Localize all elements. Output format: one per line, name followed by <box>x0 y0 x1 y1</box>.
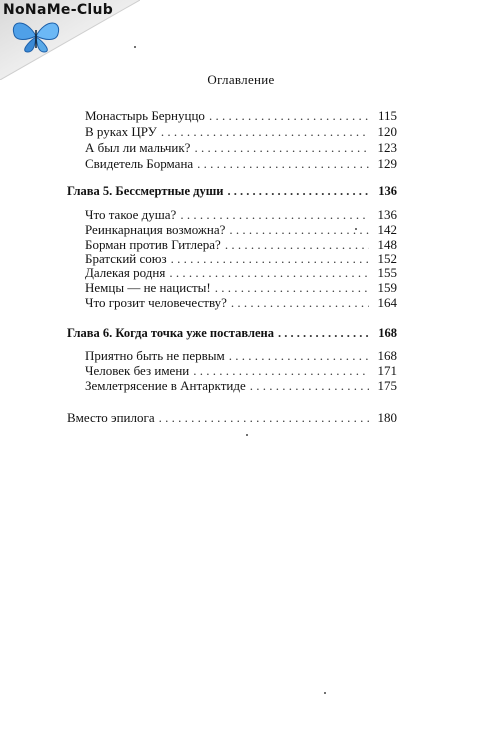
toc-entry-page: 142 <box>377 222 397 237</box>
toc-entry-page: 148 <box>377 237 397 252</box>
toc-entry-page: 164 <box>377 295 397 310</box>
toc-chapter[interactable] <box>67 326 397 341</box>
toc-entry[interactable] <box>85 295 397 310</box>
scan-speck <box>324 692 326 694</box>
butterfly-icon <box>6 16 66 56</box>
toc-entry-title: Монастырь Бернуццо <box>85 108 205 123</box>
scan-speck <box>134 46 136 48</box>
leader-dots <box>229 348 369 363</box>
toc-entry[interactable] <box>85 265 397 280</box>
toc-entry-title: Приятно быть не первым <box>85 348 225 363</box>
toc-chapter-page: 168 <box>378 326 397 340</box>
leader-dots <box>215 280 369 295</box>
leader-dots <box>229 222 369 237</box>
leader-dots <box>225 237 369 252</box>
toc-entry-page: 171 <box>377 363 397 378</box>
toc-entry-page: 129 <box>377 156 397 171</box>
toc-entry-title: Вместо эпилога <box>67 410 155 425</box>
toc-entry-page: 120 <box>377 124 397 139</box>
toc-entry[interactable] <box>85 237 397 252</box>
watermark <box>0 0 140 80</box>
toc-entry-page: 159 <box>377 280 397 295</box>
watermark-text: NoNaMe-Club <box>3 2 114 18</box>
leader-dots <box>159 410 369 425</box>
toc-entry[interactable] <box>85 207 397 222</box>
toc-chapter-page: 136 <box>378 184 397 198</box>
toc-entry[interactable] <box>85 348 397 363</box>
toc-entry-title: Что грозит человечеству? <box>85 295 227 310</box>
leader-dots <box>250 378 369 393</box>
toc-chapter[interactable] <box>67 184 397 199</box>
toc-entry-page: 123 <box>377 140 397 155</box>
toc-entry-page: 152 <box>377 251 397 266</box>
toc-entry-page: 115 <box>377 108 397 123</box>
toc-entry[interactable] <box>85 363 397 378</box>
page-title: Оглавление <box>207 72 275 87</box>
toc-entry-title: В руках ЦРУ <box>85 124 157 139</box>
leader-dots <box>169 265 369 280</box>
toc-entry[interactable] <box>85 124 397 139</box>
toc-entry[interactable] <box>85 222 397 237</box>
leader-dots <box>209 108 369 123</box>
toc-entry-title: Братский союз <box>85 251 167 266</box>
toc-entry-title: Реинкарнация возможна? <box>85 222 226 237</box>
toc-entry-title: Далекая родня <box>85 265 166 280</box>
toc-chapter-title: Глава 6. Когда точка уже поставлена <box>67 326 275 340</box>
toc-entry-page: 180 <box>377 410 397 425</box>
toc-entry[interactable] <box>85 108 397 123</box>
toc-entry-title: Человек без имени <box>85 363 190 378</box>
leader-dots <box>193 363 369 378</box>
toc-entry[interactable] <box>85 251 397 266</box>
leader-dots <box>171 251 369 266</box>
toc-entry[interactable] <box>85 156 397 171</box>
leader-dots <box>180 207 369 222</box>
leader-dots <box>227 184 369 199</box>
toc-entry[interactable] <box>85 140 397 155</box>
toc-entry-page: 136 <box>377 207 397 222</box>
leader-dots <box>197 156 369 171</box>
toc-entry[interactable] <box>85 280 397 295</box>
toc-entry-page: 175 <box>377 378 397 393</box>
toc-entry-title: Землетрясение в Антарктиде <box>85 378 246 393</box>
toc-entry-title: Борман против Гитлера? <box>85 237 221 252</box>
leader-dots <box>161 124 369 139</box>
scan-speck <box>355 228 357 230</box>
leader-dots <box>194 140 369 155</box>
scan-speck <box>246 434 248 436</box>
toc-entry-title: Что такое душа? <box>85 207 177 222</box>
toc-entry-title: Немцы — не нацисты! <box>85 280 211 295</box>
toc-entry[interactable] <box>85 378 397 393</box>
toc-entry-epilogue[interactable] <box>67 410 397 425</box>
toc-entry-title: А был ли мальчик? <box>85 140 191 155</box>
leader-dots <box>231 295 369 310</box>
toc-chapter-title: Глава 5. Бессмертные души <box>67 184 224 198</box>
toc-entry-page: 168 <box>377 348 397 363</box>
toc-entry-page: 155 <box>377 265 397 280</box>
leader-dots <box>278 326 369 341</box>
toc-entry-title: Свидетель Бормана <box>85 156 194 171</box>
